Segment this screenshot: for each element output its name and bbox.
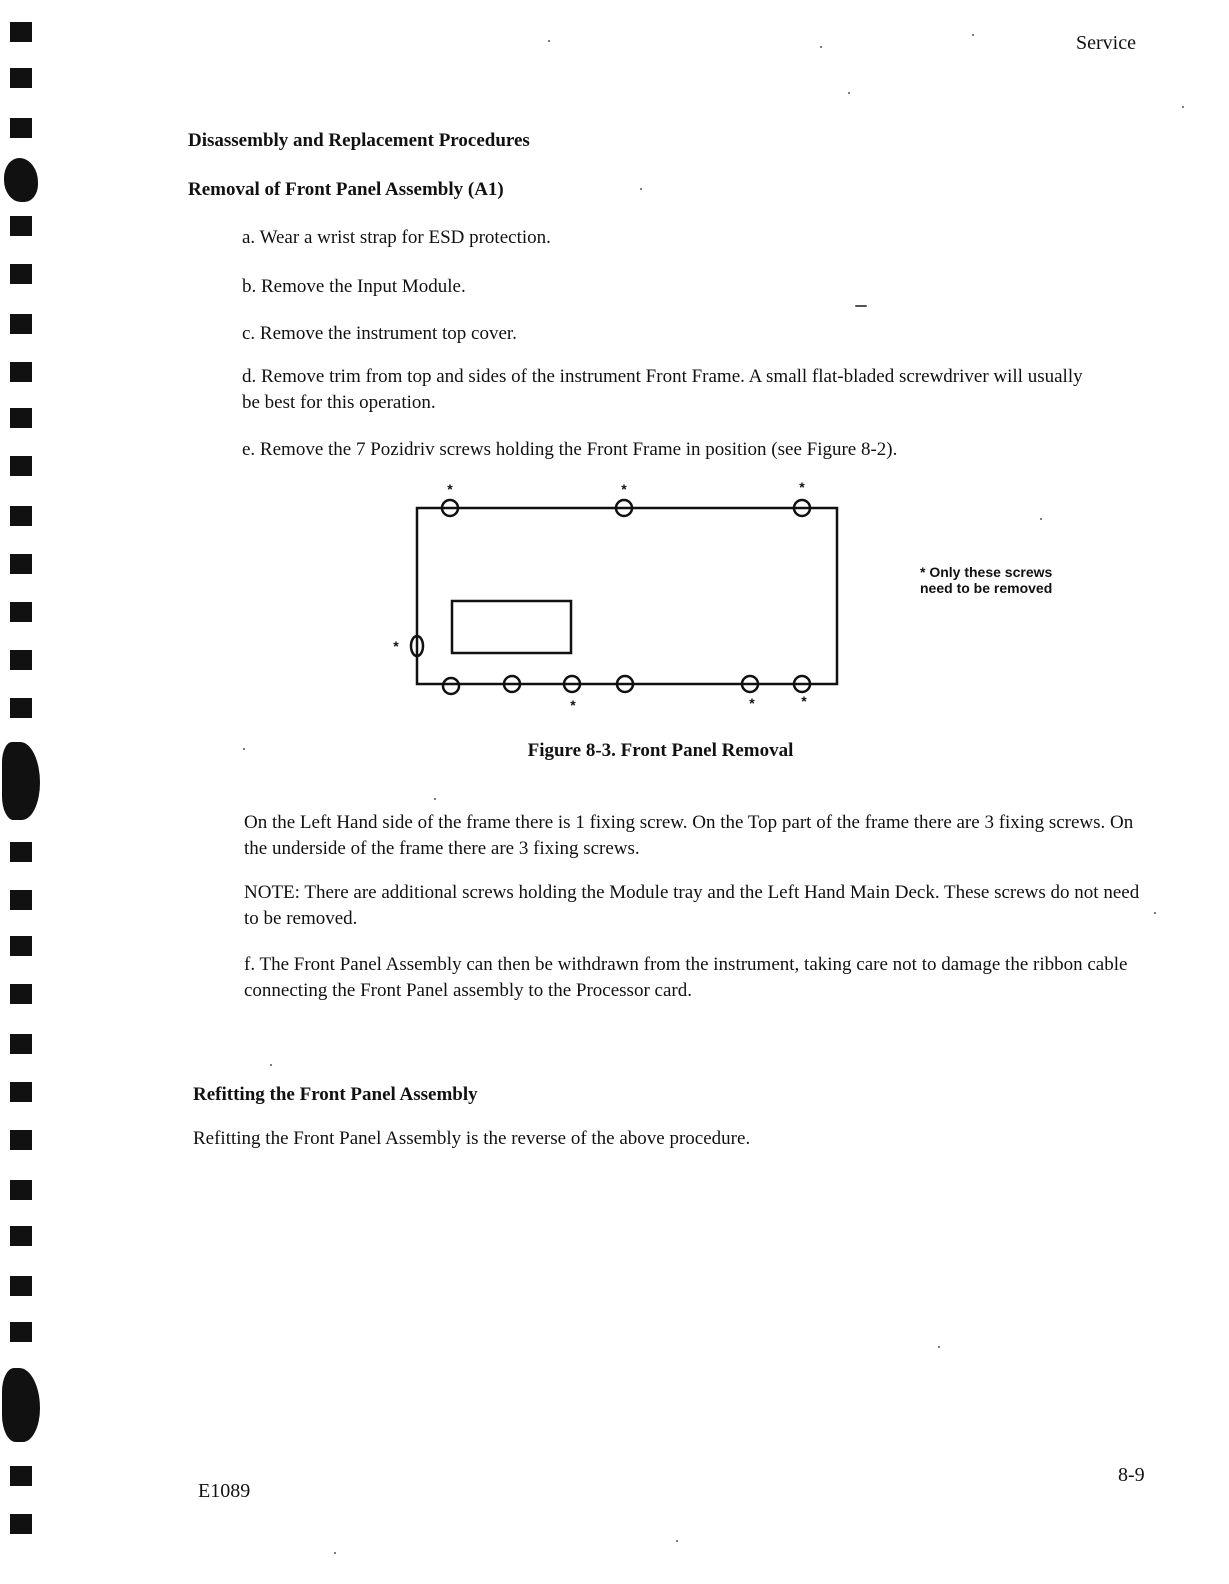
binder-hole: [10, 216, 32, 236]
scan-speck: [1040, 518, 1042, 520]
scan-speck: [972, 34, 974, 36]
note-paragraph: NOTE: There are additional screws holding the Module tray and the Left Hand Main Deck. These screws do not need to be removed.: [244, 882, 1140, 929]
binder-hole: [10, 698, 32, 718]
scan-speck: [640, 188, 642, 190]
binder-hole: [10, 1322, 32, 1342]
screw-description: On the Left Hand side of the frame there is 1 fixing screw. On the Top part of the frame there are 3 fixing screws. On the underside of the frame there are 3 fixing screws.: [244, 812, 1134, 859]
running-header: Service: [1076, 32, 1136, 54]
legend-line: * Only these screws: [920, 564, 1053, 580]
scan-artifact: [2, 1368, 40, 1442]
binder-hole: [10, 1466, 32, 1486]
binder-hole: [10, 68, 32, 88]
screw-marker: *: [749, 695, 755, 711]
screw-hole: [443, 678, 459, 694]
binder-hole: [10, 890, 32, 910]
screw-marker: *: [447, 481, 453, 497]
binder-hole: [10, 1226, 32, 1246]
binder-hole: [10, 842, 32, 862]
scan-speck: [848, 92, 850, 94]
figure-caption: Figure 8-3. Front Panel Removal: [527, 740, 794, 761]
binder-hole: [10, 506, 32, 526]
refitting-text: Refitting the Front Panel Assembly is the reverse of the above procedure.: [193, 1128, 751, 1149]
screw-marker: *: [570, 697, 576, 713]
section-heading: Disassembly and Replacement Procedures: [188, 130, 530, 151]
binder-hole: [10, 1082, 32, 1102]
step-e: e. Remove the 7 Pozidriv screws holding the Front Frame in position (see Figure 8-2).: [242, 439, 898, 460]
binder-hole: [10, 984, 32, 1004]
binder-hole: [10, 650, 32, 670]
binder-hole: [10, 22, 32, 42]
screw-marker: *: [801, 693, 807, 709]
legend-line: need to be removed: [920, 580, 1053, 597]
binder-holes: [10, 0, 44, 1584]
binder-hole: [10, 408, 32, 428]
binder-hole: [10, 456, 32, 476]
scan-speck: [548, 40, 550, 42]
figure-legend: [920, 564, 1052, 596]
binder-hole: [10, 1180, 32, 1200]
subsection-heading-removal: Removal of Front Panel Assembly (A1): [188, 179, 504, 200]
binder-hole: [10, 1034, 32, 1054]
step-b: b. Remove the Input Module.: [242, 276, 466, 297]
scan-speck: [938, 1346, 940, 1348]
scan-speck: [434, 798, 436, 800]
binder-hole: [10, 1130, 32, 1150]
scan-speck: [820, 46, 822, 48]
scan-speck: [676, 1540, 678, 1542]
front-frame-outline: [417, 508, 837, 684]
page-number: 8-9: [1118, 1464, 1145, 1486]
front-panel-diagram: [380, 478, 850, 718]
scan-speck: [334, 1552, 336, 1554]
binder-hole: [10, 264, 32, 284]
scan-speck: [1182, 106, 1184, 108]
subsection-heading-refitting: Refitting the Front Panel Assembly: [193, 1084, 478, 1105]
scan-artifact: [4, 158, 38, 202]
screw-marker: *: [799, 479, 805, 495]
step-c: c. Remove the instrument top cover.: [242, 323, 517, 344]
scan-speck: [270, 1064, 272, 1066]
binder-hole: [10, 118, 32, 138]
step-f: f. The Front Panel Assembly can then be withdrawn from the instrument, taking care not to damage the ribbon cable connecting the Front Panel assembly to the Processor card.: [244, 954, 1128, 1001]
step-a: a. Wear a wrist strap for ESD protection.: [242, 227, 551, 248]
binder-hole: [10, 602, 32, 622]
screw-marker: *: [393, 638, 399, 654]
binder-hole: [10, 936, 32, 956]
binder-hole: [10, 1514, 32, 1534]
binder-hole: [10, 1276, 32, 1296]
document-id: E1089: [198, 1480, 251, 1502]
binder-hole: [10, 314, 32, 334]
binder-hole: [10, 554, 32, 574]
step-d: d. Remove trim from top and sides of the instrument Front Frame. A small flat-bladed screwdriver will usually be best for this operation.: [242, 366, 1083, 413]
display-window: [452, 601, 571, 653]
scan-speck: [1154, 912, 1156, 914]
screw-marker: *: [621, 481, 627, 497]
binder-hole: [10, 362, 32, 382]
scan-speck: [855, 305, 867, 307]
